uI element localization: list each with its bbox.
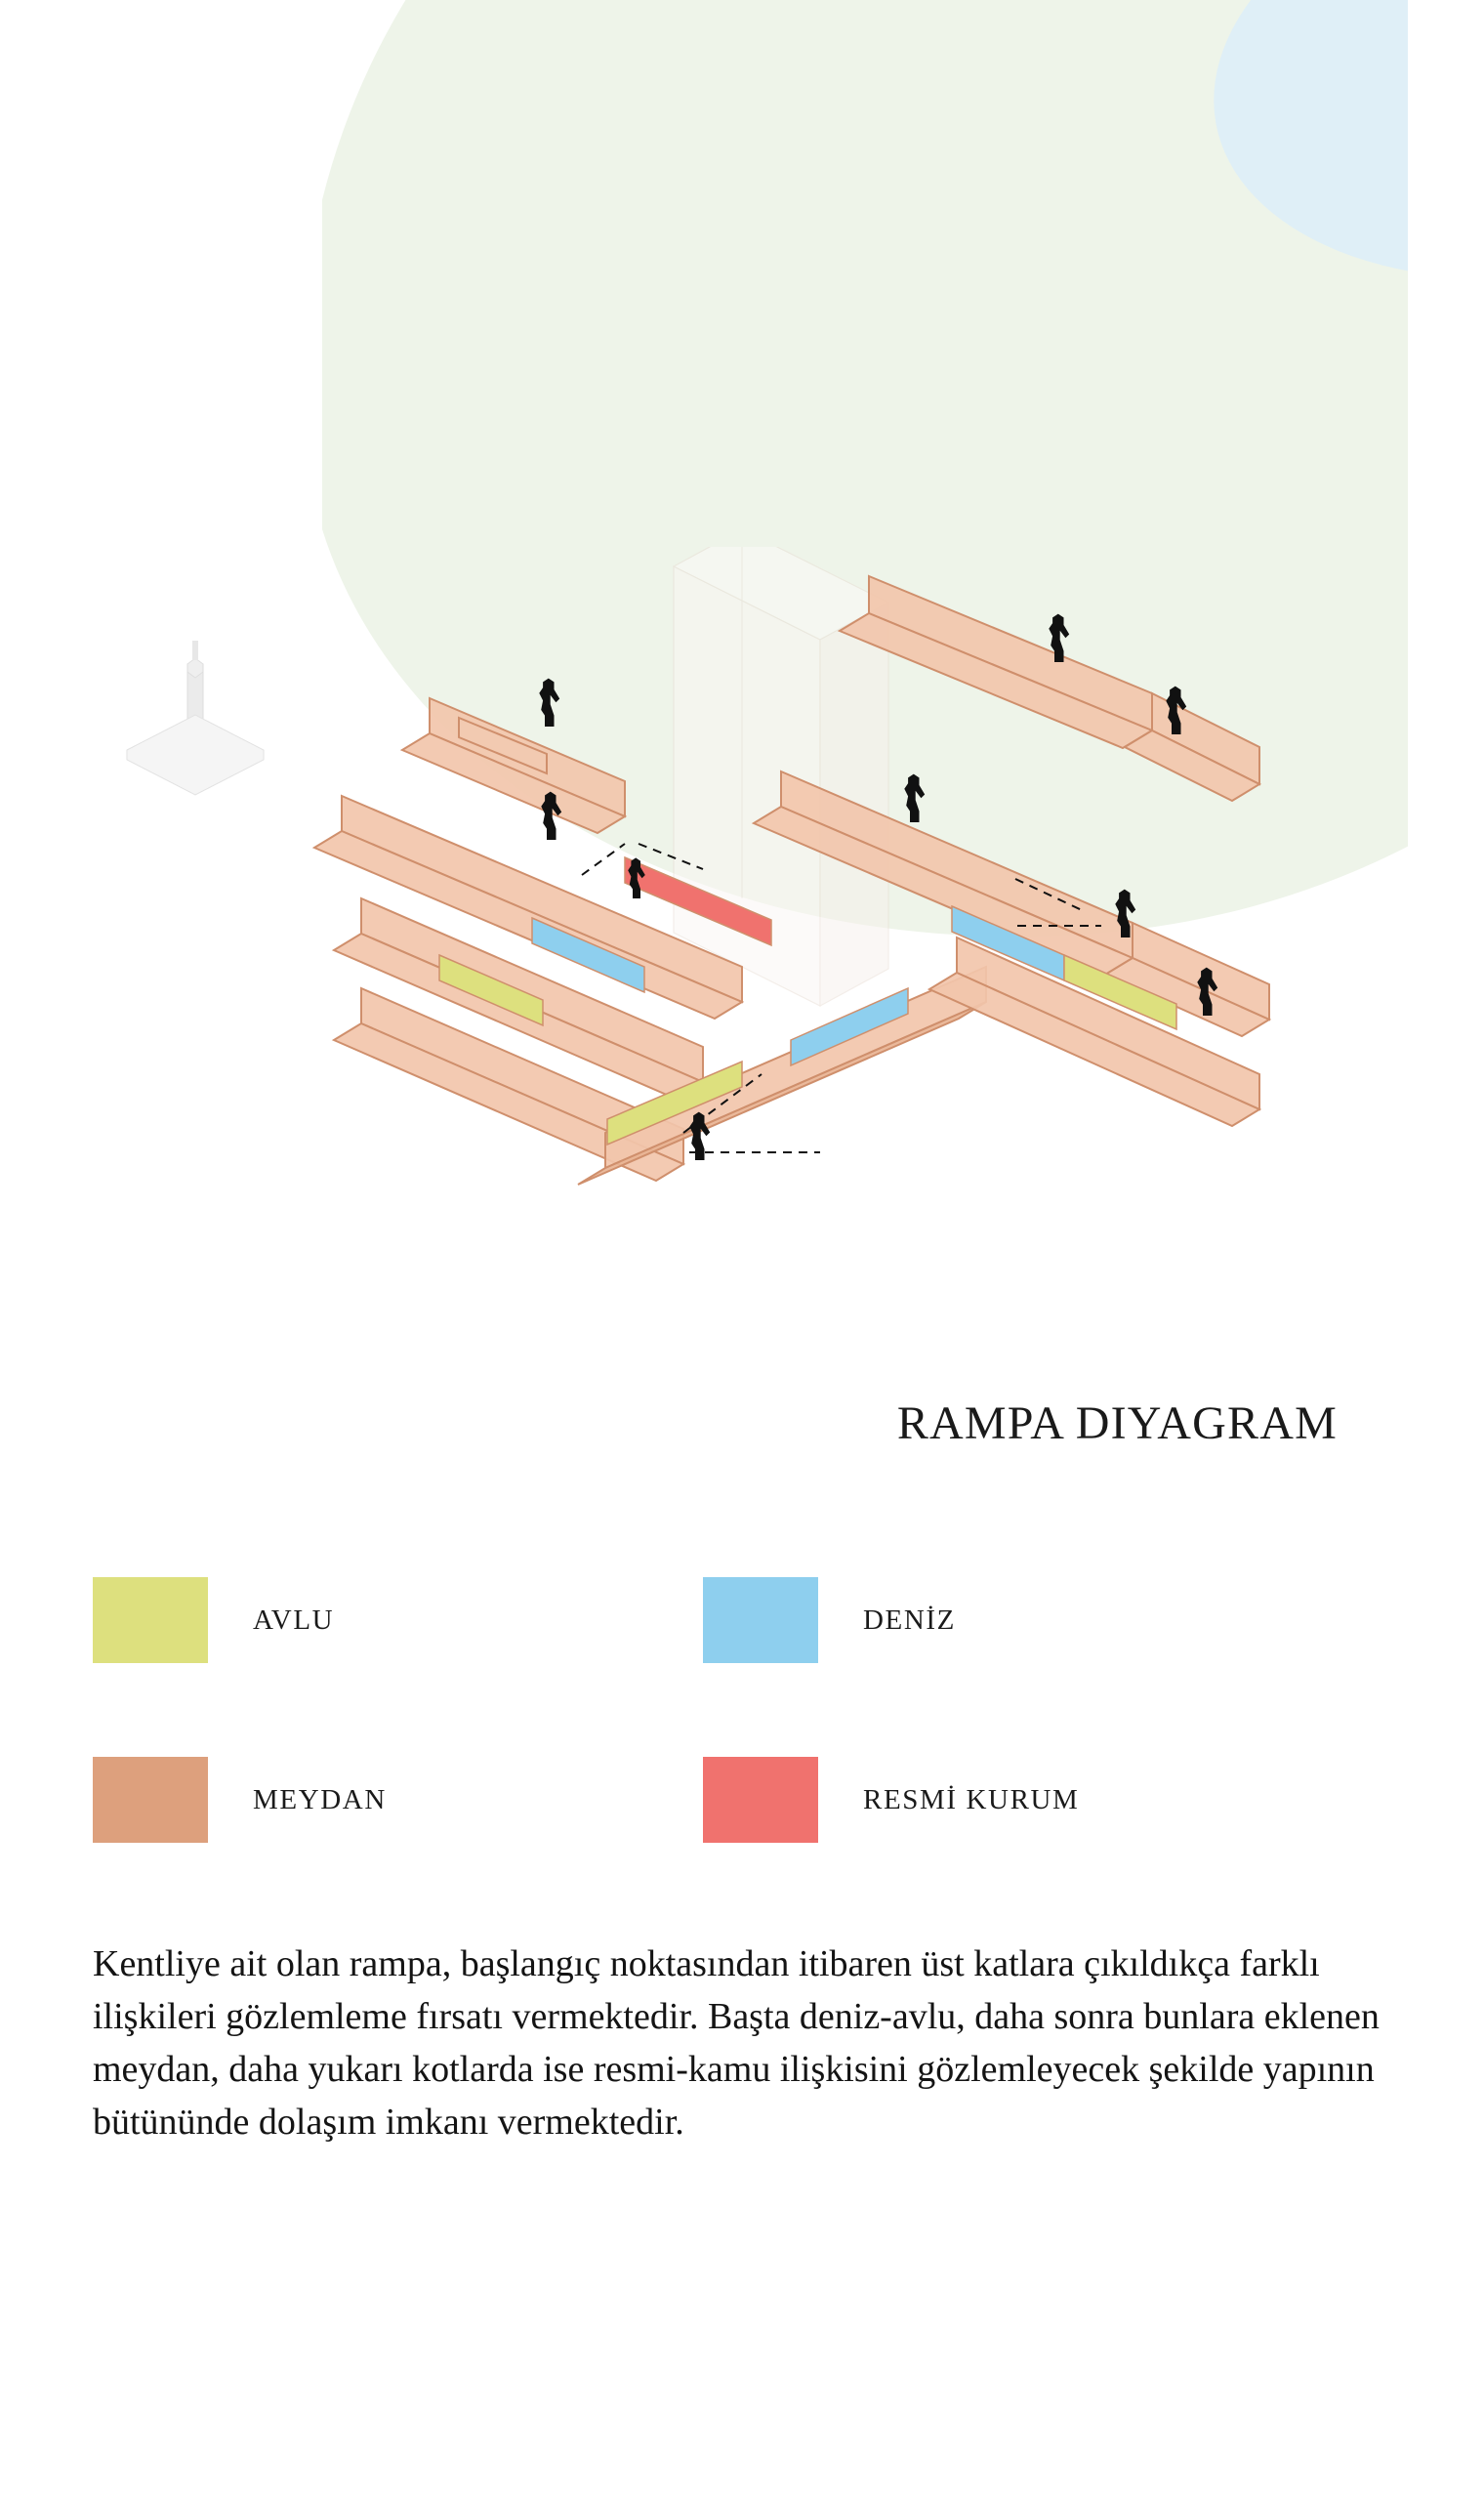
legend-label-meydan: MEYDAN — [253, 1783, 387, 1815]
legend-swatch-avlu — [93, 1577, 208, 1663]
body-paragraph: Kentliye ait olan rampa, başlangıç noktasından itibaren üst katlara çıkıldıkça farklı ilişkileri gözlemleme fırsatı vermektedir. Başta deniz-avlu, daha sonra bunlara eklenen meydan, daha yukarı kotlarda ise resmi-kamu ilişkisini gözlemleyecek şekilde yapının bütününde dolaşım imkanı vermektedir. — [93, 1943, 1380, 2143]
legend-swatch-meydan — [93, 1757, 208, 1843]
legend-label-avlu: AVLU — [253, 1604, 335, 1636]
legend-item-avlu — [93, 1577, 703, 1663]
legend-item-meydan — [93, 1757, 703, 1843]
legend-label-deniz: DENİZ — [863, 1604, 956, 1636]
legend-item-deniz — [703, 1577, 1313, 1663]
legend-row — [93, 1757, 1313, 1843]
legend-row — [93, 1577, 1313, 1663]
ramp-diagram — [0, 547, 1484, 1387]
legend — [93, 1577, 1313, 1937]
legend-swatch-resmi-kurum — [703, 1757, 818, 1843]
legend-item-resmi-kurum — [703, 1757, 1313, 1843]
legend-swatch-deniz — [703, 1577, 818, 1663]
ramp-diagram-svg — [0, 547, 1484, 1387]
blue-background-blob — [1179, 0, 1484, 330]
clock-tower-icon — [127, 641, 264, 795]
legend-label-resmi-kurum: RESMİ KURUM — [863, 1783, 1080, 1815]
page-title: RAMPA DIYAGRAM — [896, 1397, 1338, 1449]
